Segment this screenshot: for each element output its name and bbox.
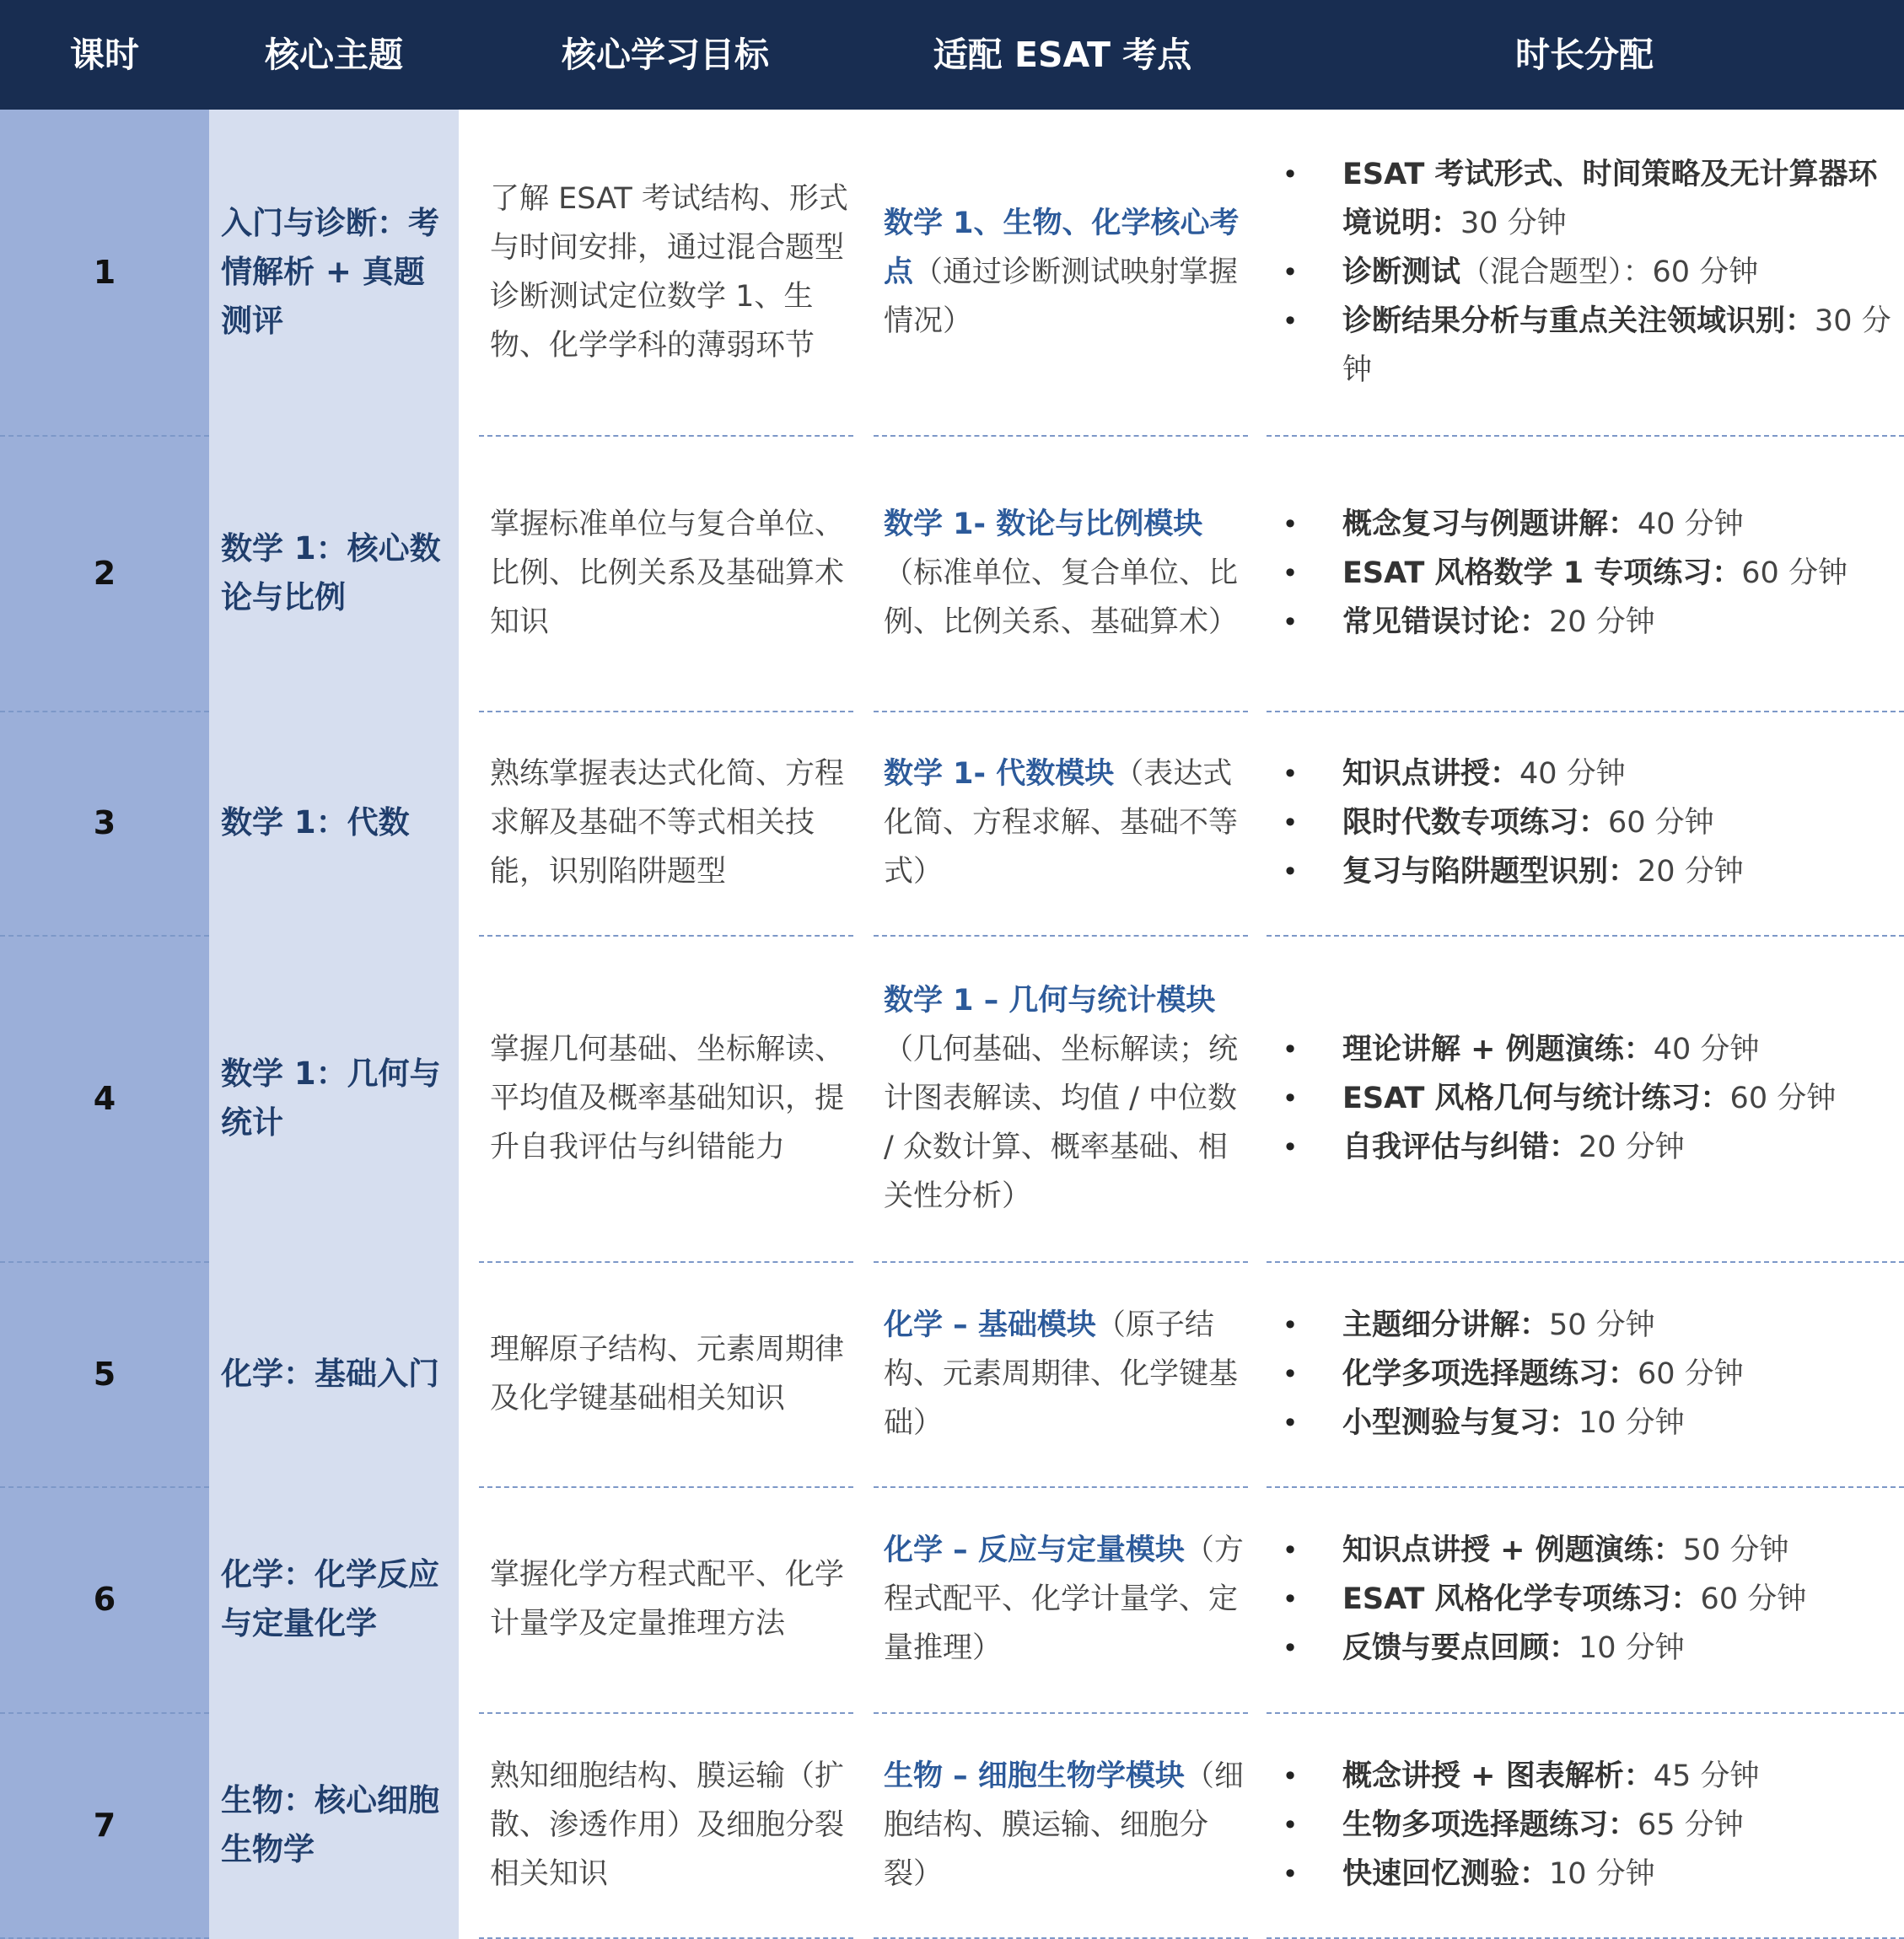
time-item-value: 20 分钟 bbox=[1549, 604, 1655, 639]
time-item bbox=[1282, 1526, 1806, 1575]
time-item bbox=[1282, 1624, 1806, 1673]
header-topic: 核心主题 bbox=[265, 35, 403, 75]
esat-detail: （原子结构、元素周期律、化学键基础） bbox=[884, 1308, 1239, 1440]
time-item-value: 10 分钟 bbox=[1579, 1631, 1685, 1665]
table-row bbox=[0, 935, 1904, 1261]
time-list bbox=[1282, 1752, 1759, 1899]
time-item-value: 30 分钟 bbox=[1342, 304, 1891, 387]
time-list bbox=[1282, 500, 1848, 647]
time-item-value: 50 分钟 bbox=[1549, 1308, 1655, 1342]
esat-point bbox=[884, 1261, 1246, 1486]
time-item-title: ESAT 风格几何与统计练习： bbox=[1342, 1081, 1730, 1115]
time-item-title: 知识点讲授： bbox=[1342, 757, 1520, 791]
learning-goal bbox=[490, 711, 852, 935]
lesson-number: 2 bbox=[93, 554, 116, 592]
learning-goal-text: 了解 ESAT 考试结构、形式与时间安排，通过混合题型诊断测试定位数学 1、生物、化学学科的薄弱环节 bbox=[490, 182, 848, 363]
core-topic bbox=[221, 110, 450, 435]
table-row bbox=[0, 1486, 1904, 1712]
bullet-icon: • bbox=[1282, 856, 1299, 888]
learning-goal bbox=[490, 935, 852, 1261]
time-list bbox=[1282, 749, 1744, 896]
lesson-number: 3 bbox=[93, 804, 116, 841]
time-item-title: 知识点讲授 + 例题演练： bbox=[1342, 1533, 1683, 1567]
esat-detail: （表达式化简、方程求解、基础不等式） bbox=[884, 757, 1239, 889]
time-item-value: 40 分钟 bbox=[1638, 507, 1744, 541]
time-item-title: 反馈与要点回顾： bbox=[1342, 1631, 1579, 1665]
time-item-value: 40 分钟 bbox=[1519, 757, 1626, 791]
time-list bbox=[1282, 1301, 1744, 1448]
time-item bbox=[1282, 500, 1848, 549]
learning-goal bbox=[490, 110, 852, 435]
esat-module: 数学 1、生物、化学核心考点 bbox=[884, 207, 1240, 289]
time-allocation bbox=[1282, 1486, 1899, 1712]
time-item bbox=[1282, 798, 1744, 847]
time-item-title: 常见错误讨论： bbox=[1342, 604, 1550, 639]
lesson-number: 6 bbox=[93, 1581, 116, 1618]
bullet-icon: • bbox=[1282, 605, 1299, 638]
time-allocation bbox=[1282, 435, 1899, 711]
time-item bbox=[1282, 749, 1744, 798]
esat-detail: （方程式配平、化学计量学、定量推理） bbox=[884, 1533, 1244, 1665]
esat-point bbox=[884, 435, 1246, 711]
learning-goal bbox=[490, 435, 852, 711]
time-item bbox=[1282, 1752, 1759, 1801]
esat-point bbox=[884, 711, 1246, 935]
time-item-value: 60 分钟 bbox=[1608, 806, 1714, 840]
esat-module: 数学 1- 代数模块 bbox=[884, 757, 1115, 791]
learning-goal bbox=[490, 1486, 852, 1712]
time-item-value: 10 分钟 bbox=[1549, 1857, 1655, 1891]
core-topic-text: 生物：核心细胞生物学 bbox=[221, 1782, 439, 1867]
learning-goal-text: 掌握几何基础、坐标解读、平均值及概率基础知识，提升自我评估与纠错能力 bbox=[490, 1032, 845, 1164]
time-allocation bbox=[1282, 935, 1899, 1261]
time-item-title: 化学多项选择题练习： bbox=[1342, 1356, 1638, 1391]
esat-module: 数学 1 – 几何与统计模块 bbox=[884, 983, 1216, 1018]
esat-detail: （细胞结构、膜运输、细胞分裂） bbox=[884, 1759, 1244, 1891]
header-esat: 适配 ESAT 考点 bbox=[933, 35, 1192, 75]
time-item-title: ESAT 风格数学 1 专项练习： bbox=[1342, 556, 1742, 590]
core-topic bbox=[221, 1261, 450, 1486]
table-row bbox=[0, 711, 1904, 935]
esat-point bbox=[884, 1712, 1246, 1938]
esat-module: 数学 1- 数论与比例模块 bbox=[884, 507, 1203, 541]
core-topic-text: 数学 1：代数 bbox=[221, 804, 410, 841]
bullet-icon: • bbox=[1282, 1082, 1299, 1115]
time-item bbox=[1282, 1575, 1806, 1624]
time-allocation bbox=[1282, 110, 1899, 435]
bullet-icon: • bbox=[1282, 1308, 1299, 1341]
bullet-icon: • bbox=[1282, 1760, 1299, 1792]
time-item bbox=[1282, 1399, 1744, 1448]
bullet-icon: • bbox=[1282, 508, 1299, 540]
bullet-icon: • bbox=[1282, 256, 1299, 288]
core-topic-text: 化学：基础入门 bbox=[221, 1355, 439, 1392]
esat-module: 化学 – 反应与定量模块 bbox=[884, 1533, 1185, 1567]
table-row bbox=[0, 1261, 1904, 1486]
core-topic bbox=[221, 435, 450, 711]
time-item-title: 概念复习与例题讲解： bbox=[1342, 507, 1638, 541]
time-item-title: 理论讲解 + 例题演练： bbox=[1342, 1032, 1654, 1066]
bullet-icon: • bbox=[1282, 1534, 1299, 1566]
table-row bbox=[0, 435, 1904, 711]
core-topic-text: 数学 1：几何与统计 bbox=[221, 1055, 441, 1141]
bullet-icon: • bbox=[1282, 1406, 1299, 1439]
learning-goal-text: 熟练掌握表达式化简、方程求解及基础不等式相关技能，识别陷阱题型 bbox=[490, 757, 845, 889]
bullet-icon: • bbox=[1282, 1632, 1299, 1664]
time-item-value: 60 分钟 bbox=[1700, 1582, 1807, 1616]
esat-point bbox=[884, 1486, 1246, 1712]
time-item-value: 60 分钟 bbox=[1729, 1081, 1837, 1115]
lesson-number: 7 bbox=[93, 1807, 116, 1844]
bullet-icon: • bbox=[1282, 158, 1299, 191]
esat-point bbox=[884, 935, 1246, 1261]
learning-goal-text: 掌握标准单位与复合单位、比例、比例关系及基础算术知识 bbox=[490, 507, 845, 639]
time-item bbox=[1282, 1301, 1744, 1350]
header-lesson: 课时 bbox=[70, 35, 139, 75]
time-item-title: 限时代数专项练习： bbox=[1342, 806, 1609, 840]
lesson-number: 5 bbox=[93, 1355, 116, 1393]
esat-module: 化学 – 基础模块 bbox=[884, 1308, 1096, 1342]
time-item bbox=[1282, 297, 1899, 395]
bullet-icon: • bbox=[1282, 1131, 1299, 1163]
table-row bbox=[0, 110, 1904, 435]
esat-detail: （标准单位、复合单位、比例、比例关系、基础算术） bbox=[884, 556, 1239, 639]
time-item-value: 20 分钟 bbox=[1579, 1130, 1685, 1164]
bullet-icon: • bbox=[1282, 758, 1299, 790]
header-goal: 核心学习目标 bbox=[562, 35, 769, 75]
core-topic-text: 数学 1：核心数论与比例 bbox=[221, 529, 441, 615]
time-item-title: 概念讲授 + 图表解析： bbox=[1342, 1759, 1654, 1793]
time-item-value: 10 分钟 bbox=[1579, 1405, 1685, 1440]
core-topic bbox=[221, 935, 450, 1261]
core-topic-text: 入门与诊断：考情解析 + 真题测评 bbox=[221, 205, 439, 339]
time-item bbox=[1282, 1123, 1836, 1172]
time-list bbox=[1282, 150, 1899, 395]
time-item bbox=[1282, 598, 1848, 647]
time-item bbox=[1282, 150, 1899, 248]
bullet-icon: • bbox=[1282, 1809, 1299, 1841]
time-item bbox=[1282, 1801, 1759, 1850]
time-allocation bbox=[1282, 1261, 1899, 1486]
bullet-icon: • bbox=[1282, 1357, 1299, 1390]
time-item bbox=[1282, 1074, 1836, 1123]
time-item bbox=[1282, 1025, 1836, 1074]
bullet-icon: • bbox=[1282, 807, 1299, 839]
time-item bbox=[1282, 1350, 1744, 1399]
time-list bbox=[1282, 1025, 1836, 1172]
time-item-value: 65 分钟 bbox=[1638, 1808, 1744, 1842]
time-item-title: ESAT 考试形式、时间策略及无计算器环境说明： bbox=[1342, 158, 1878, 240]
esat-point bbox=[884, 110, 1246, 435]
lesson-number: 4 bbox=[93, 1079, 116, 1117]
learning-goal-text: 理解原子结构、元素周期律及化学键基础相关知识 bbox=[490, 1332, 845, 1415]
table-header bbox=[0, 0, 1904, 110]
learning-goal-text: 掌握化学方程式配平、化学计量学及定量推理方法 bbox=[490, 1558, 845, 1641]
time-allocation bbox=[1282, 711, 1899, 935]
time-item bbox=[1282, 847, 1744, 896]
time-item-value: 45 分钟 bbox=[1653, 1759, 1760, 1793]
time-item-value: 40 分钟 bbox=[1653, 1032, 1760, 1066]
time-item-value: 20 分钟 bbox=[1638, 855, 1744, 889]
bullet-icon: • bbox=[1282, 556, 1299, 589]
learning-goal-text: 熟知细胞结构、膜运输（扩散、渗透作用）及细胞分裂相关知识 bbox=[490, 1759, 845, 1891]
core-topic bbox=[221, 1486, 450, 1712]
esat-module: 生物 – 细胞生物学模块 bbox=[884, 1759, 1185, 1793]
bullet-icon: • bbox=[1282, 305, 1299, 337]
bullet-icon: • bbox=[1282, 1583, 1299, 1615]
time-item-value: 50 分钟 bbox=[1682, 1533, 1789, 1567]
learning-goal bbox=[490, 1261, 852, 1486]
bullet-icon: • bbox=[1282, 1033, 1299, 1066]
esat-detail: （几何基础、坐标解读；统计图表解读、均值 / 中位数 / 众数计算、概率基础、相关性分析） bbox=[884, 1032, 1239, 1213]
time-item-title: 复习与陷阱题型识别： bbox=[1342, 855, 1638, 889]
time-item-value: 60 分钟 bbox=[1638, 1356, 1744, 1391]
time-item bbox=[1282, 248, 1899, 297]
core-topic-text: 化学：化学反应与定量化学 bbox=[221, 1556, 439, 1641]
time-item-title: 自我评估与纠错： bbox=[1342, 1130, 1579, 1164]
time-list bbox=[1282, 1526, 1806, 1673]
core-topic bbox=[221, 711, 450, 935]
time-item-title: 诊断测试 bbox=[1342, 255, 1461, 289]
time-item-title: ESAT 风格化学专项练习： bbox=[1342, 1582, 1701, 1616]
time-item-title: 小型测验与复习： bbox=[1342, 1405, 1579, 1440]
lesson-number: 1 bbox=[93, 254, 116, 291]
time-item-value: 30 分钟 bbox=[1460, 207, 1567, 240]
time-item-title: 快速回忆测验： bbox=[1342, 1857, 1550, 1891]
time-item bbox=[1282, 1850, 1759, 1899]
time-allocation bbox=[1282, 1712, 1899, 1938]
time-item-value: （混合题型）：60 分钟 bbox=[1460, 255, 1759, 289]
time-item bbox=[1282, 549, 1848, 598]
core-topic bbox=[221, 1712, 450, 1938]
header-time: 时长分配 bbox=[1515, 35, 1654, 75]
table-row bbox=[0, 1712, 1904, 1938]
learning-goal bbox=[490, 1712, 852, 1938]
time-item-value: 60 分钟 bbox=[1741, 556, 1848, 590]
time-item-title: 诊断结果分析与重点关注领域识别： bbox=[1342, 304, 1815, 338]
time-item-title: 生物多项选择题练习： bbox=[1342, 1808, 1638, 1842]
time-item-title: 主题细分讲解： bbox=[1342, 1308, 1550, 1342]
bullet-icon: • bbox=[1282, 1858, 1299, 1890]
esat-detail: （通过诊断测试映射掌握情况） bbox=[884, 255, 1239, 338]
